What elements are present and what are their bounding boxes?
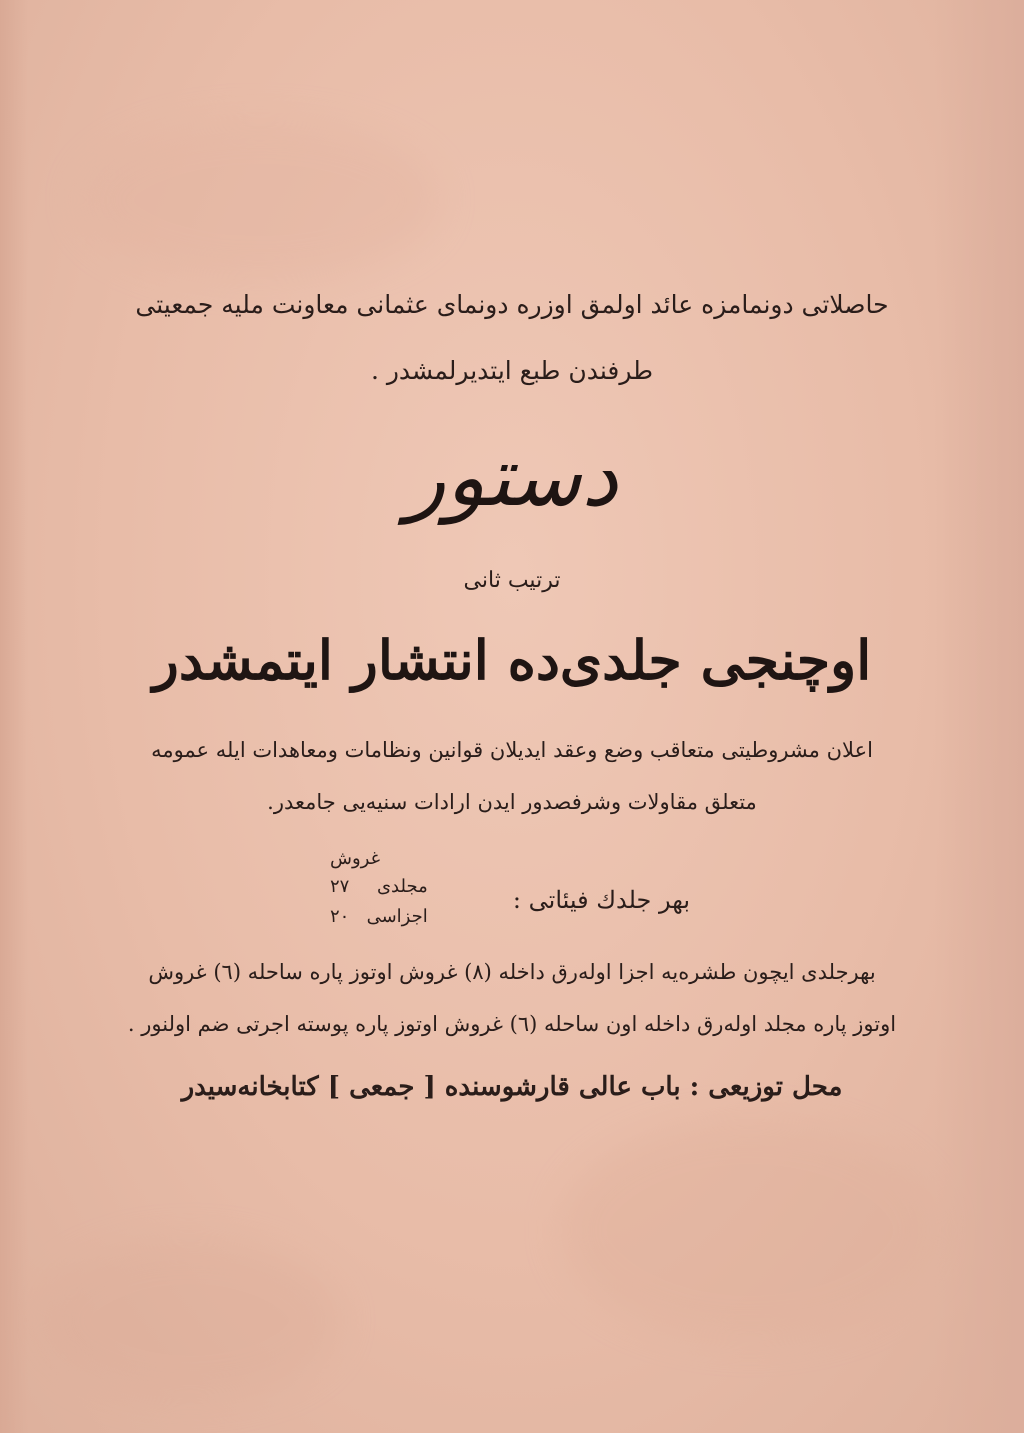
page-left-edge-shadow xyxy=(0,0,28,1433)
paper-stain xyxy=(80,120,440,280)
paper-stain xyxy=(560,1120,940,1340)
price-bound-name: مجلدی xyxy=(376,876,428,897)
distribution-line: محل توزیعی : باب عالی قارشوسنده [ جمعی ] کتابخانه‌سیدر xyxy=(181,1072,843,1102)
publisher-line-1: حاصلاتی دونمامزه عائد اولمق اوزره دونمای عثمانی معاونت ملیه جمعیتی xyxy=(135,290,889,319)
price-unbound-value: ٢٠ xyxy=(330,906,350,927)
page-title: دستور xyxy=(406,430,618,525)
paper-stain xyxy=(40,1240,340,1400)
shipping-line-2: اوتوز پاره مجلد اوله‌رق داخله اون ساحله (٦) غروش اوتوز پاره پوسته اجرتی ضم اولنور . xyxy=(127,1012,897,1036)
price-row-bound xyxy=(330,876,428,897)
headline: اوچنجی جلدی‌ده انتشار ایتمشدر xyxy=(152,628,872,692)
price-row-unbound xyxy=(330,906,428,927)
price-unbound-name: اجزاسی xyxy=(366,906,428,927)
price-block xyxy=(330,868,690,938)
shipping-line-1: بهرجلدی ایچون طشره‌یه اجزا اوله‌رق داخله (٨) غروش اوتوز پاره ساحله (٦) غروش xyxy=(148,960,876,984)
description-line-2: متعلق مقاولات وشرفصدور ایدن ارادات سنیه‌یی جامعدر. xyxy=(267,790,757,814)
page-right-edge-shadow xyxy=(934,0,1024,1433)
price-bound-value: ٢٧ xyxy=(330,876,350,897)
publisher-line-2: طرفندن طبع ایتدیرلمشدر . xyxy=(370,356,654,385)
price-currency: غروش xyxy=(330,848,381,869)
description-line-1: اعلان مشروطیتی متعاقب وضع وعقد ایدیلان قوانین ونظامات ومعاهدات ایله عمومه xyxy=(151,738,873,762)
price-label: بهر جلدك فیئاتی : xyxy=(512,886,690,914)
subtitle: ترتیب ثانی xyxy=(463,568,561,593)
